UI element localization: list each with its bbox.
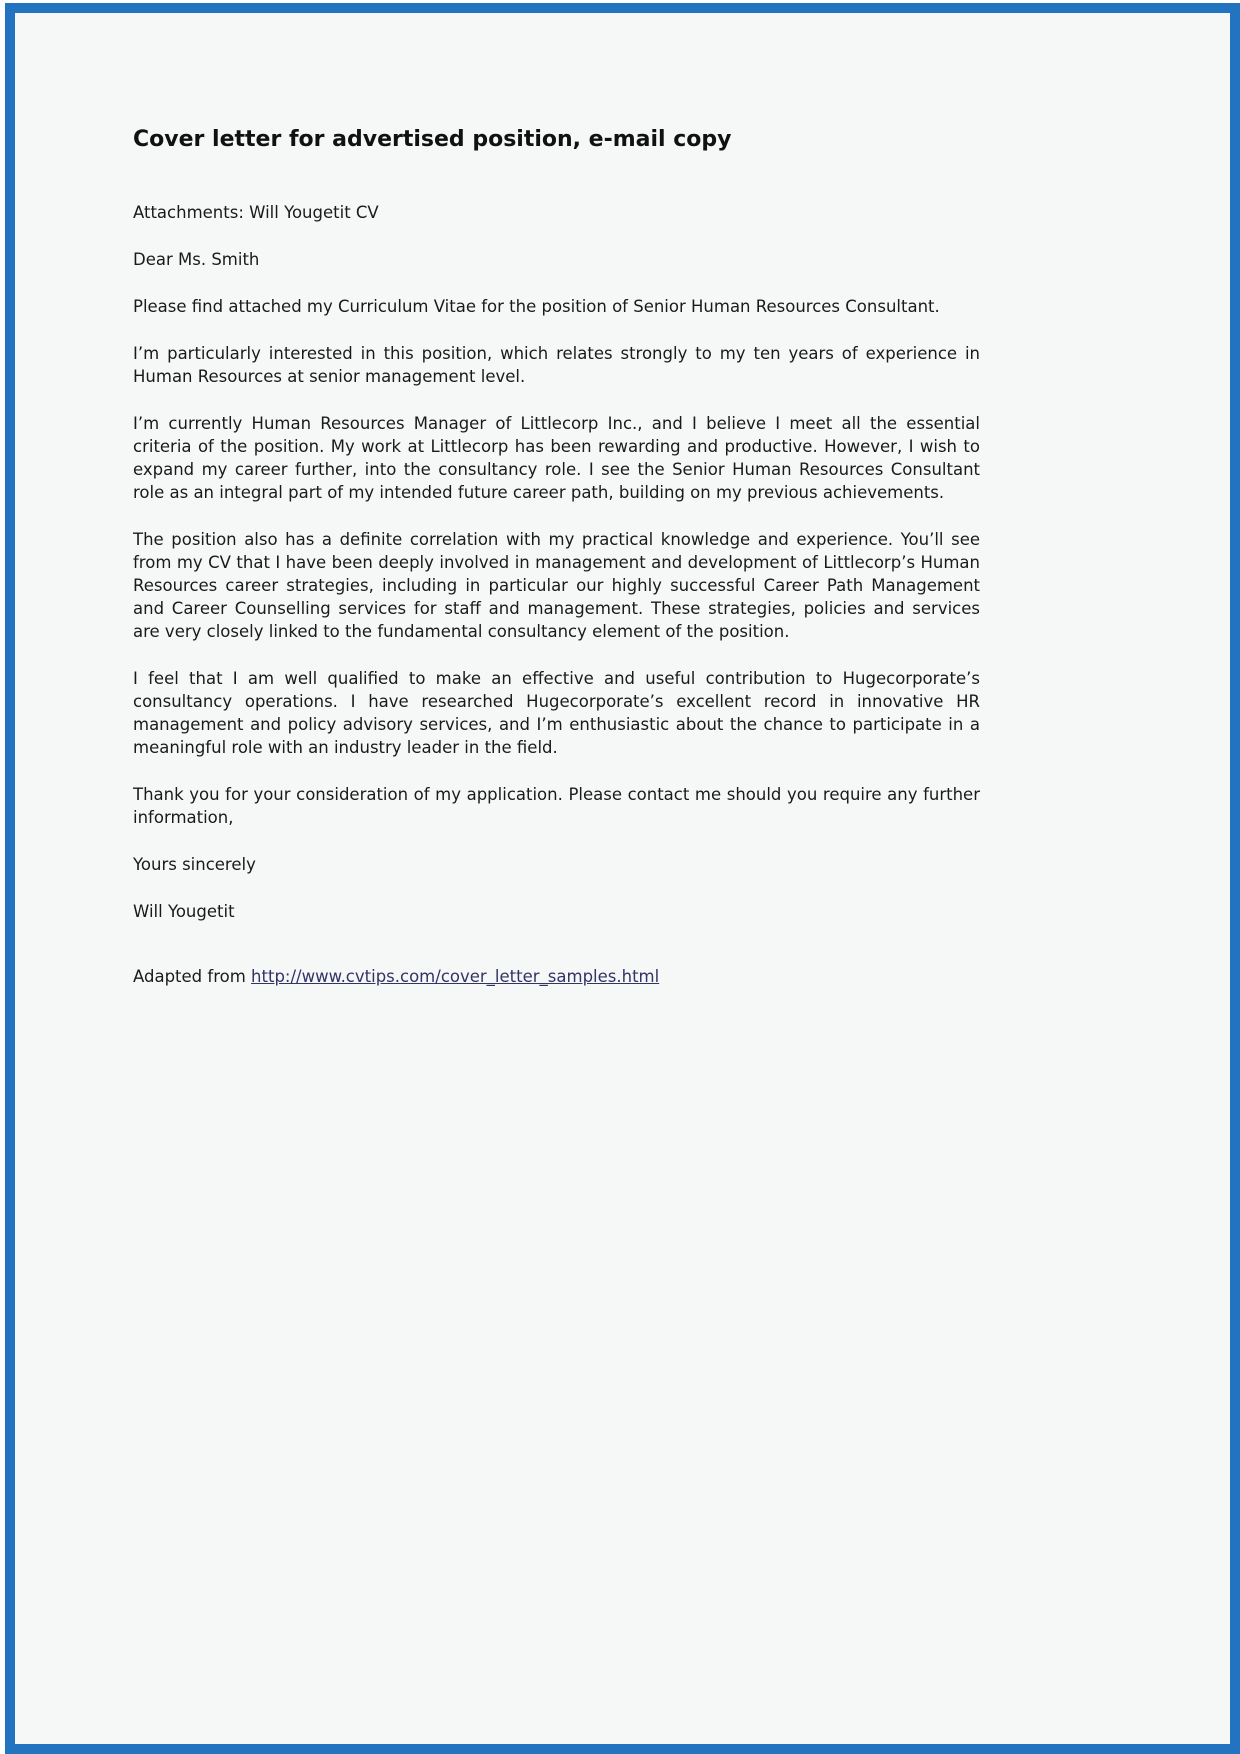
- closing-line: Yours sincerely: [133, 855, 256, 874]
- letter-content: [15, 13, 1230, 988]
- attachments-line: Attachments: Will Yougetit CV: [133, 203, 379, 222]
- paragraph-3: I’m currently Human Resources Manager of Littlecorp Inc., and I believe I meet all the essential criteria of the position. My work at Littlecorp has been rewarding and productive. However, I wish to expand my career further, into the consultancy role. I see the Senior Human Resources Consultant role as an integral part of my intended future career path, building on my previous achievements.: [133, 414, 980, 502]
- salutation: Dear Ms. Smith: [133, 250, 260, 269]
- paragraph-2: I’m particularly interested in this position, which relates strongly to my ten years of experience in Human Resources at senior management level.: [133, 344, 980, 386]
- paragraph-5: I feel that I am well qualified to make an effective and useful contribution to Hugecorporate’s consultancy operations. I have researched Hugecorporate’s excellent record in innovative HR management and policy advisory services, and I’m enthusiastic about the chance to participate in a meaningful role with an industry leader in the field.: [133, 669, 980, 757]
- paragraph-4: The position also has a definite correlation with my practical knowledge and experience. You’ll see from my CV that I have been deeply involved in management and development of Littlecorp’s Human Resources career strategies, including in particular our highly successful Career Path Management and Career Counselling services for staff and management. These strategies, policies and services are very closely linked to the fundamental consultancy element of the position.: [133, 530, 980, 641]
- source-link[interactable]: http://www.cvtips.com/cover_letter_samples.html: [251, 967, 660, 986]
- source-line: [133, 965, 980, 988]
- letter-title: Cover letter for advertised position, e-mail copy: [133, 127, 732, 152]
- paragraph-1: Please find attached my Curriculum Vitae for the position of Senior Human Resources Consultant.: [133, 297, 940, 316]
- page-border-frame: [5, 3, 1240, 1754]
- signature-name: Will Yougetit: [133, 902, 235, 921]
- paragraph-6: Thank you for your consideration of my application. Please contact me should you require any further information,: [133, 785, 980, 827]
- source-prefix-text: Adapted from: [133, 967, 252, 986]
